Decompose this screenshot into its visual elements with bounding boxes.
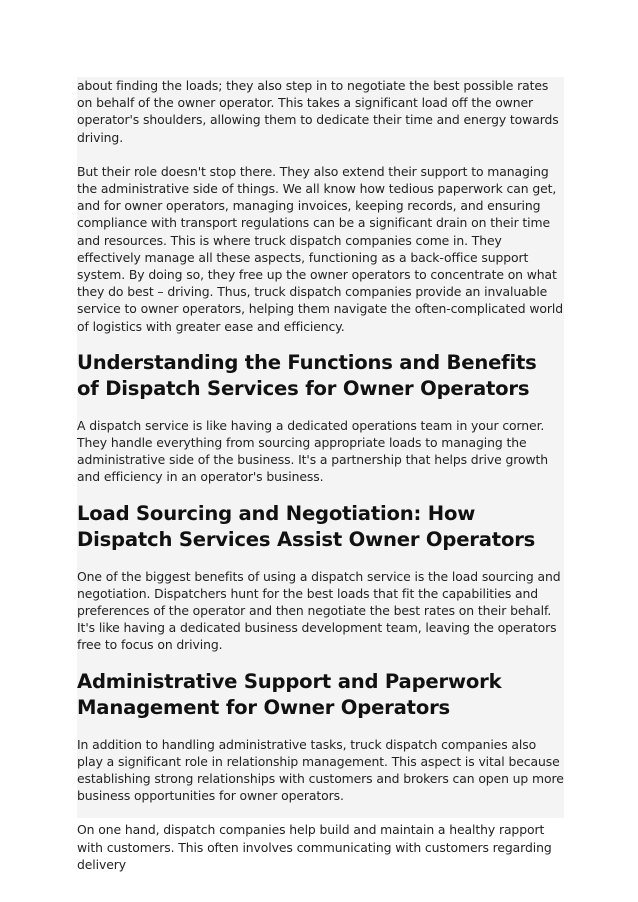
section-heading-administrative-support: Administrative Support and Paperwork Management for Owner Operators: [77, 669, 502, 720]
section-body-administrative-support: In addition to handling administrative tasks, truck dispatch companies also play a significant role in relationship management. This aspect is vital because establishing strong relationships with customers and brokers can open up more business opportunities for owner operators.: [77, 736, 564, 804]
intro-paragraph-1: about finding the loads; they also step in to negotiate the best possible rates on behalf of the owner operator. This takes a significant load off the owner operator's shoulders, allowing them to dedicate their time and energy towards driving.: [77, 78, 559, 145]
section-body-functions-benefits: A dispatch service is like having a dedicated operations team in your corner. They handle everything from sourcing appropriate loads to managing the administrative side of the business. It's a partnership that helps drive growth and efficiency in an operator's business.: [77, 417, 548, 485]
document-content: [77, 77, 564, 872]
section-body-administrative-support-2: On one hand, dispatch companies help build and maintain a healthy rapport with customers. This often involves communicating with customers regarding delivery: [77, 822, 552, 872]
intro-paragraph-2: But their role doesn't stop there. They also extend their support to managing the administrative side of things. We all know how tedious paperwork can get, and for owner operators, managing invoices, keeping records, and ensuring compliance with transport regulations can be a significant drain on their time and resources. This is where truck dispatch companies come in. They effectively manage all these aspects, functioning as a back-office support system. By doing so, they free up the owner operators to concentrate on what they do best – driving. Thus, truck dispatch companies provide an invaluable service to owner operators, helping them navigate the often-complicated world of logistics with greater ease and efficiency.: [77, 163, 563, 334]
section-body-load-sourcing: One of the biggest benefits of using a dispatch service is the load sourcing and negotiation. Dispatchers hunt for the best loads that fit the capabilities and preferences of the operator and then negotiate the best rates on their behalf. It's like having a dedicated business development team, leaving the operators free to focus on driving.: [77, 568, 561, 653]
section-heading-functions-benefits: Understanding the Functions and Benefits of Dispatch Services for Owner Operators: [77, 350, 537, 401]
section-heading-load-sourcing: Load Sourcing and Negotiation: How Dispatch Services Assist Owner Operators: [77, 501, 536, 552]
